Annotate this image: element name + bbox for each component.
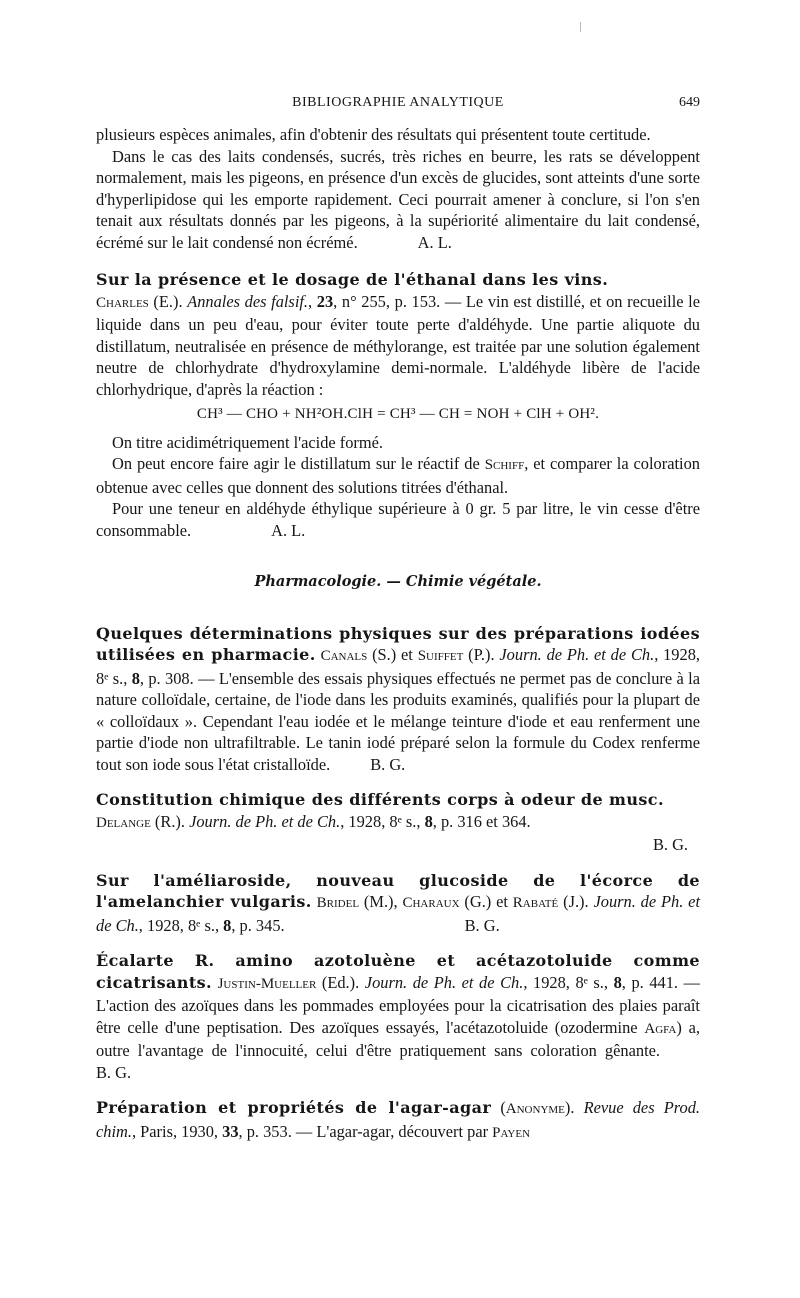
article-6-body: Préparation et propriétés de l'agar-agar (Anonyme). Revue des Prod. chim., Paris, 1930, 33, p. 353. — L'agar-agar, découvert par Payen [96,1098,700,1141]
article-title: Quelques déterminations physiques sur des préparations iodées utilisées en pharmacie. [96,623,700,664]
journal-name: Revue des Prod. chim. [96,1098,700,1141]
page-number: 649 [679,95,700,110]
article-1-paragraph-4 [96,498,700,541]
author-name: Bridel [316,895,360,911]
author-initial: (G.) et [459,892,513,911]
reference: , p. 316 et 364. [432,811,531,831]
author-name: Canals [320,648,368,664]
journal-name: Journ. de Ph. et de Ch. [189,811,341,831]
article-title: Constitution chimique des différents corps à odeur de musc. [96,790,664,809]
review-entry-musc [96,789,700,856]
volume-number: 8 [223,915,232,935]
reference: , 1928, 8ᵉ s., [96,645,700,688]
article-1-paragraph-2: On titre acidimétriquement l'acide formé. [112,432,384,452]
page-body [96,124,700,1144]
chemical-equation: CH³ — CHO + NH²OH.ClH = CH³ — CH = NOH + ClH + OH². [196,406,600,422]
reviewer-signature: B. G. [652,835,688,854]
article-2-body [96,623,700,776]
reference: , p. 345. [231,915,285,935]
text: , et comparer la coloration obtenue avec celles que donnent des solutions titrées d'éthanal. [96,454,700,497]
author-initial: (E.). [148,291,188,311]
author-name: Delange [96,814,151,831]
intro-paragraph-1: plusieurs espèces animales, afin d'obtenir des résultats qui présentent toute certitude. [96,125,651,144]
author-name: Justin-Mueller [217,975,317,992]
reference: , Paris, 1930, [131,1121,223,1141]
article-5-body [96,950,700,1083]
author-initial: (Ed.). [316,972,365,992]
reference: , 1928, 8ᵉ s., [138,915,224,935]
reference: , 1928, 8ᵉ s., [340,811,425,831]
review-entry-ethanal [96,269,700,541]
author-name: Rabaté [512,895,559,911]
review-entry-ameliaroside [96,870,700,937]
review-entry-iodine [96,623,700,776]
volume-number: 8 [131,668,140,688]
article-title: Sur la présence et le dosage de l'éthanal dans les vins. [96,270,609,289]
article-1-paragraph-3 [96,453,700,498]
article-summary: , p. 441. — L'action des azoïques dans les pommades employées pour la cicatrisation des plaies paraît être celle d'une peptisation. Des azoïques essayés, l'acétazotoluide (ozodermine [96,972,700,1037]
person-name: Payen [492,1124,531,1141]
reviewer-signature: B. G. [96,1062,132,1082]
article-summary: ) a, outre l'avantage de l'innocuité, celui d'être pratiquement sans coloration gênante. [96,1017,700,1060]
reviewer-signature: B. G. [464,915,500,935]
brand-name: Agfa [644,1020,677,1037]
reviewer-signature: B. G. [370,754,406,774]
volume-number: 8 [424,811,433,831]
article-title: Écalarte R. amino azotoluène et acétazotoluide comme cicatrisants. [96,951,700,992]
article-summary: , n° 255, p. 153. — Le vin est distillé, et on recueille le liquide dans un peu d'eau, pour éviter toute perte d'aldéhyde. Une partie aliquote du distillatum, neutralisée en présence de méthylorange, est traitée par une solution également neutre de chlorhydrate d'hydroxylamine demi-normale. L'aldéhyde libère de l'acide chlorhydrique, d'après la réaction : [96,291,700,399]
author-initial: (M.), [359,892,403,911]
section-heading: Pharmacologie. — Chimie végétale. [254,573,542,590]
journal-name: Journ. de Ph. et de Ch. [499,645,655,664]
journal-name: Annales des falsif. [187,291,309,311]
article-summary: , p. 353. — L'agar-agar, découvert par [238,1121,493,1141]
journal-name: Journ. de Ph. et de Ch. [364,972,524,992]
article-title: Préparation et propriétés de l'agar-agar [96,1098,492,1117]
author-name: Charaux [402,895,460,911]
intro-paragraph-2 [96,146,700,254]
author-initial: (P.). [463,645,500,664]
intro-paragraph-2-text: Dans le cas des laits condensés, sucrés, très riches en beurre, les rats se développent normalement, mais les pigeons, en présence d'un excès de glucides, sont atteints d'une sorte d'hyperlipidose qui les emporte rapidement. Ceci pourrait amener à conclure, si l'on s'en tenait aux résultats donnés par les pigeons, à la supériorité alimentaire du lait condensé, écrémé sur le lait condensé non écrémé. [96,146,700,252]
running-head [96,95,700,117]
person-name: Schiff [484,457,525,473]
separator: , [308,291,317,311]
author-initial: (R.). [150,811,190,831]
review-entry-agar [96,1097,700,1144]
volume-number: 33 [222,1121,239,1141]
author-name: Charles [96,294,149,311]
text: On peut encore faire agir le distillatum sur le réactif de [112,454,485,473]
volume-number: 23 [316,291,334,311]
reference: , 1928, 8ᵉ s., [523,972,614,992]
article-title: Sur l'améliaroside, nouveau glucoside de l'écorce de l'amelanchier vulgaris. [96,870,700,911]
reviewer-signature: A. L. [417,232,452,252]
author-name: Anonyme [505,1101,565,1117]
scan-mark [580,22,581,32]
author-initial: (S.) et [367,645,418,664]
author-initial: (J.). [558,892,594,911]
article-3-body [96,789,700,834]
running-head-title: BIBLIOGRAPHIE ANALYTIQUE [292,95,504,110]
article-summary: , p. 308. — L'ensemble des essais physiques effectués ne permet pas de conclure à la nature colloïdale, certaine, de l'iode dans les produits examinés, qualifiés pour la plupart de « colloïdaux ». Cependant l'eau iodée et le mélange teinture d'iode et eau renferment une partie d'iode non ultrafiltrable. Le tanin iodé préparé selon la formule du Codex renferme tout son iode sous l'état cristalloïde. [96,668,700,774]
text: Pour une teneur en aldéhyde éthylique supérieure à 0 gr. 5 par litre, le vin cesse d'être consommable. [96,499,700,540]
journal-name: Journ. de Ph. et de Ch. [96,892,700,935]
review-entry-ecalarte [96,950,700,1083]
reviewer-signature: A. L. [271,520,306,540]
author-name: Suiffet [417,648,464,664]
volume-number: 8 [613,972,622,992]
article-4-body [96,870,700,937]
article-1-header [96,269,700,400]
